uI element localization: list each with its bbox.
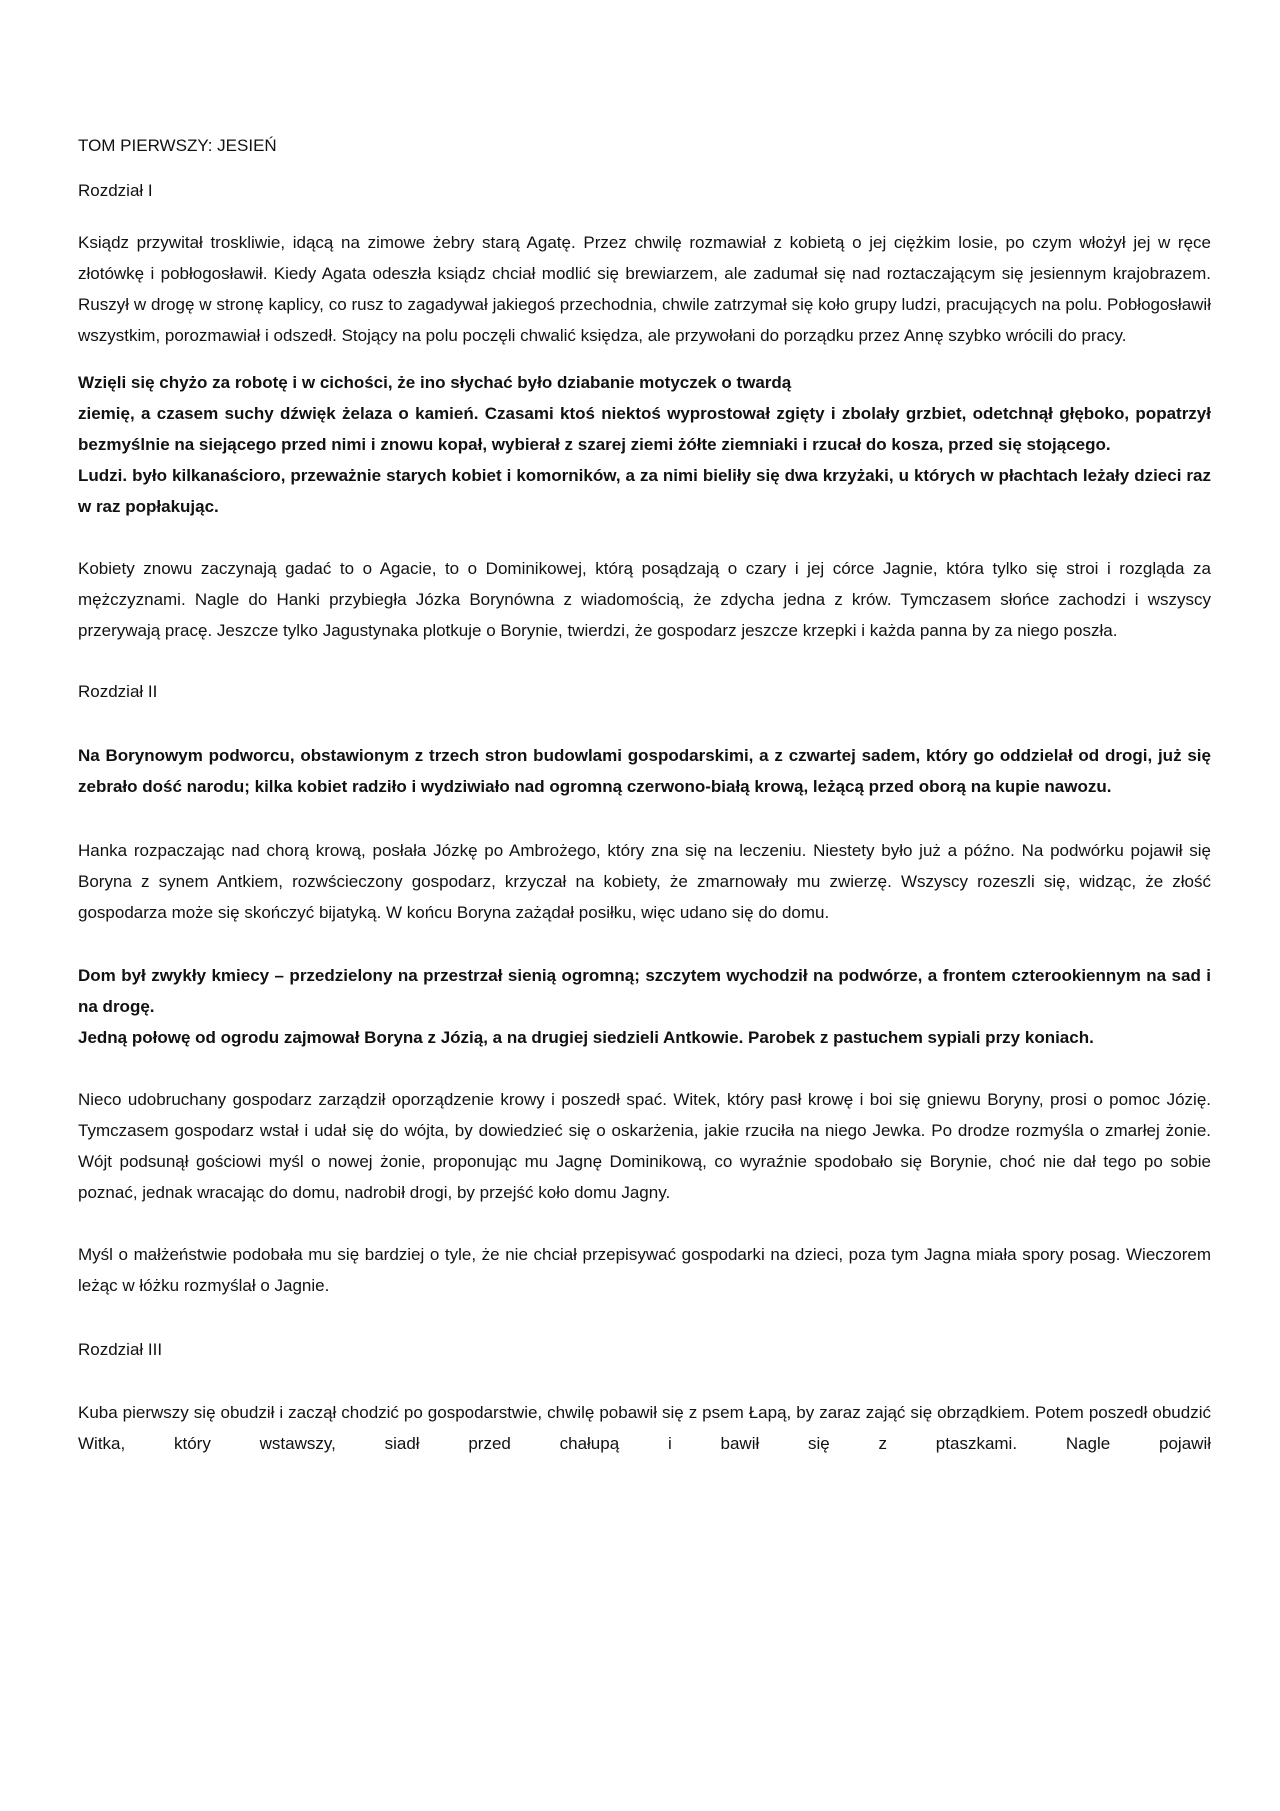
quote-paragraph: Ludzi. było kilkanaścioro, przeważnie starych kobiet i komorników, a za nimi bieliły się dwa krzyżaki, u których w płachtach leżały dzieci raz w raz popłakując. (78, 466, 1211, 516)
quote-paragraph: Na Borynowym podworcu, obstawionym z trzech stron budowlami gospodarskimi, a z czwartej sadem, który go oddzielał od drogi, już się zebrało dość narodu; kilka kobiet radziło i wydziwiało nad ogromną czerwono-białą krową, leżącą przed oborą na kupie nawozu. (78, 746, 1211, 796)
paragraph: Myśl o małżeństwie podobała mu się bardziej o tyle, że nie chciał przepisywać gospodarki na dzieci, poza tym Jagna miała spory posag. Wieczorem leżąc w łóżku rozmyślał o Jagnie. (78, 1245, 1211, 1295)
quote-line: Wzięli się chyżo za robotę i w cichości, że ino słychać było dziabanie motyczek o twardą (78, 373, 792, 392)
quote-paragraph: Dom był zwykły kmiecy – przedzielony na przestrzał sienią ogromną; szczytem wychodził na podwórze, a frontem czterookiennym na sad i na drogę. (78, 966, 1211, 1016)
chapter-heading: Rozdział I (78, 181, 153, 200)
paragraph: Kuba pierwszy się obudził i zaczął chodzić po gospodarstwie, chwilę pobawił się z psem Łapą, by zaraz zająć się obrządkiem. Potem poszedł obudzić Witka, który wstawszy, siadł przed chałupą i bawił się z ptaszkami. Nagle pojawił (78, 1403, 1211, 1453)
chapter-heading: Rozdział II (78, 682, 158, 701)
paragraph: Ksiądz przywitał troskliwie, idącą na zimowe żebry starą Agatę. Przez chwilę rozmawiał z kobietą o jej ciężkim losie, po czym włożył jej w ręce złotówkę i pobłogosławił. Kiedy Agata odeszła ksiądz chciał modlić się brewiarzem, ale zadumał się nad roztaczającym się jesiennym krajobrazem. Ruszył w drogę w stronę kaplicy, co rusz to zagadywał jakiegoś przechodnia, chwile zatrzymał się koło grupy ludzi, pracujących na polu. Pobłogosławił wszystkim, porozmawiał i odszedł. Stojący na polu poczęli chwalić księdza, ale przywołani do porządku przez Annę szybko wrócili do pracy. (78, 233, 1211, 345)
quote-paragraph: Jedną połowę od ogrodu zajmował Boryna z Józią, a na drugiej siedzieli Antkowie. Parobek z pastuchem sypiali przy koniach. (78, 1028, 1094, 1047)
document-page (78, 130, 1211, 1459)
quote-paragraph: ziemię, a czasem suchy dźwięk żelaza o kamień. Czasami ktoś niektoś wyprostował zgięty i zbolały grzbiet, odetchnął głęboko, popatrzył bezmyślnie na siejącego przed nimi i znowu kopał, wybierał z szarej ziemi żółte ziemniaki i rzucał do kosza, przed się stojącego. (78, 404, 1211, 454)
paragraph: Nieco udobruchany gospodarz zarządził oporządzenie krowy i poszedł spać. Witek, który pasł krowę i boi się gniewu Boryny, prosi o pomoc Józię. Tymczasem gospodarz wstał i udał się do wójta, by dowiedzieć się o oskarżenia, jakie rzuciła na niego Jewka. Po drodze rozmyśla o zmarłej żonie. Wójt podsunął gościowi myśl o nowej żonie, proponując mu Jagnę Dominikową, co wyraźnie spodobało się Borynie, choć nie dał tego po sobie poznać, jednak wracając do domu, nadrobił drogi, by przejść koło domu Jagny. (78, 1090, 1211, 1202)
chapter-heading: Rozdział III (78, 1340, 163, 1359)
book-title: TOM PIERWSZY: JESIEŃ (78, 136, 277, 155)
paragraph: Kobiety znowu zaczynają gadać to o Agacie, to o Dominikowej, którą posądzają o czary i jej córce Jagnie, która tylko się stroi i rozgląda za mężczyznami. Nagle do Hanki przybiegła Józka Borynówna z wiadomością, że zdycha jedna z krów. Tymczasem słońce zachodzi i wszyscy przerywają pracę. Jeszcze tylko Jagustynaka plotkuje o Borynie, twierdzi, że gospodarz jeszcze krzepki i każda panna by za niego poszła. (78, 559, 1211, 640)
paragraph: Hanka rozpaczając nad chorą krową, posłała Józkę po Ambrożego, który zna się na leczeniu. Niestety było już a późno. Na podwórku pojawił się Boryna z synem Antkiem, rozwścieczony gospodarz, krzyczał na kobiety, że zmarnowały mu zwierzę. Wszyscy rozeszli się, widząc, że złość gospodarza może się skończyć bijatyką. W końcu Boryna zażądał posiłku, więc udano się do domu. (78, 841, 1211, 922)
